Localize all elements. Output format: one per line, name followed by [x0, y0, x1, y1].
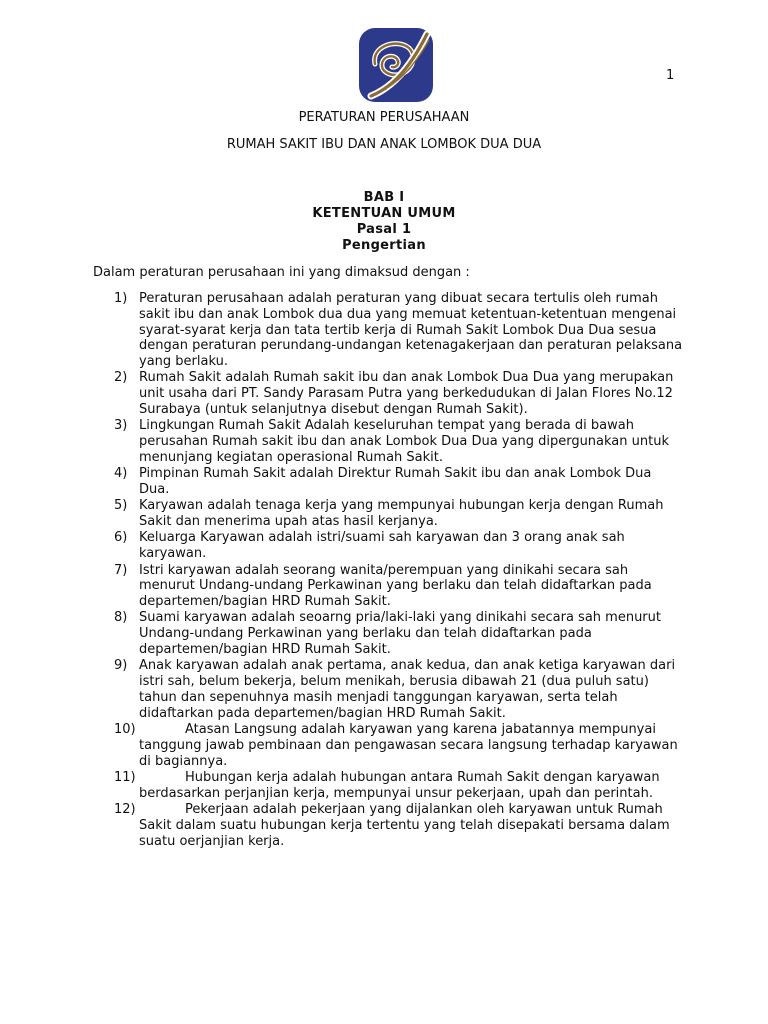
list-item — [93, 370, 683, 417]
item-text: Hubungan kerja adalah hubungan antara Rumah Sakit dengan karyawan berdasarkan perjanjian kerja, mempunyai unsur pekerjaan, upah dan perintah. — [139, 769, 660, 801]
list-item — [93, 802, 683, 849]
item-text: Lingkungan Rumah Sakit Adalah keseluruhan tempat yang berada di bawah perusahan Rumah sakit ibu dan anak Lombok Dua Dua yang dipergunakan untuk menunjang kegiatan operasional Rumah Sakit. — [139, 418, 669, 465]
item-number: 2) — [114, 370, 128, 386]
item-text: Pekerjaan adalah pekerjaan yang dijalankan oleh karyawan untuk Rumah Sakit dalam suatu hubungan kerja tertentu yang telah disepakati bersama dalam suatu oerjanjian kerja. — [139, 802, 670, 849]
list-item — [93, 466, 683, 498]
item-number: 12) — [114, 802, 136, 817]
hospital-logo — [357, 26, 435, 104]
item-number: 8) — [114, 610, 128, 626]
item-number: 6) — [114, 530, 128, 546]
list-item — [93, 418, 683, 465]
chapter-subject: Pengertian — [342, 238, 426, 253]
item-text: Peraturan perusahaan adalah peraturan yang dibuat secara tertulis oleh rumah sakit ibu dan anak Lombok dua dua yang memuat ketentuan-ketentuan mengenai syarat-syarat kerja dan tata tertib kerja di Rumah Sakit Lombok Dua Dua sesua dengan peraturan perundang-undangan ketenagakerjaan dan peraturan pelaksana yang berlaku. — [139, 291, 683, 370]
item-number: 1) — [114, 291, 128, 306]
list-item — [93, 722, 683, 769]
chapter-pasal: Pasal 1 — [356, 222, 412, 237]
item-number: 5) — [114, 498, 128, 514]
chapter-bab: BAB I — [363, 190, 405, 205]
page-number: 1 — [666, 68, 675, 83]
list-item — [93, 563, 683, 610]
document-title: PERATURAN PERUSAHAAN — [298, 110, 470, 125]
chapter-heading — [0, 190, 768, 254]
document-subtitle: RUMAH SAKIT IBU DAN ANAK LOMBOK DUA DUA — [226, 137, 542, 152]
list-item — [93, 610, 683, 657]
item-text: Suami karyawan adalah seoarng pria/laki-laki yang dinikahi secara sah menurut Undang-undang Perkawinan yang berlaku dan telah didaftarkan pada departemen/bagian HRD Rumah Sakit. — [139, 610, 661, 658]
list-item — [93, 770, 683, 802]
item-number: 9) — [114, 658, 128, 674]
item-number: 7) — [114, 562, 128, 578]
item-text: Anak karyawan adalah anak pertama, anak kedua, dan anak ketiga karyawan dari istri sah, belum bekerja, belum menikah, berusia dibawah 21 (dua puluh satu) tahun dan sepenuhnya masih menjadi tanggungan karyawan, serta telah didaftarkan pada departemen/bagian HRD Rumah Sakit. — [139, 658, 676, 721]
intro-paragraph: Dalam peraturan perusahaan ini yang dimaksud dengan : — [93, 265, 470, 280]
item-text: Atasan Langsung adalah karyawan yang karena jabatannya mempunyai tanggung jawab pembinaan dan pengawasan secara langsung terhadap karyawan di bagiannya. — [139, 722, 678, 769]
item-text: Rumah Sakit adalah Rumah sakit ibu dan anak Lombok Dua Dua yang merupakan unit usaha dari PT. Sandy Parasam Putra yang berkedudukan di Jalan Flores No.12 Surabaya (untuk selanjutnya disebut dengan Rumah Sakit). — [139, 370, 674, 418]
list-item — [93, 291, 683, 370]
item-number: 3) — [114, 418, 128, 434]
item-text: Istri karyawan adalah seorang wanita/perempuan yang dinikahi secara sah menurut Undang-undang Perkawinan yang berlaku dan telah didaftarkan pada departemen/bagian HRD Rumah Sakit. — [139, 562, 652, 610]
chapter-name: KETENTUAN UMUM — [312, 206, 456, 221]
item-number: 11) — [114, 769, 136, 785]
item-number: 10) — [114, 722, 136, 738]
item-number: 4) — [114, 466, 128, 482]
item-text: Keluarga Karyawan adalah istri/suami sah karyawan dan 3 orang anak sah karyawan. — [139, 530, 625, 562]
item-text: Karyawan adalah tenaga kerja yang mempunyai hubungan kerja dengan Rumah Sakit dan menerima upah atas hasil kerjanya. — [139, 498, 664, 530]
list-item — [93, 658, 683, 721]
list-item — [93, 498, 683, 530]
definitions-list — [93, 291, 683, 850]
list-item — [93, 530, 683, 562]
item-text: Pimpinan Rumah Sakit adalah Direktur Rumah Sakit ibu dan anak Lombok Dua Dua. — [139, 466, 652, 498]
